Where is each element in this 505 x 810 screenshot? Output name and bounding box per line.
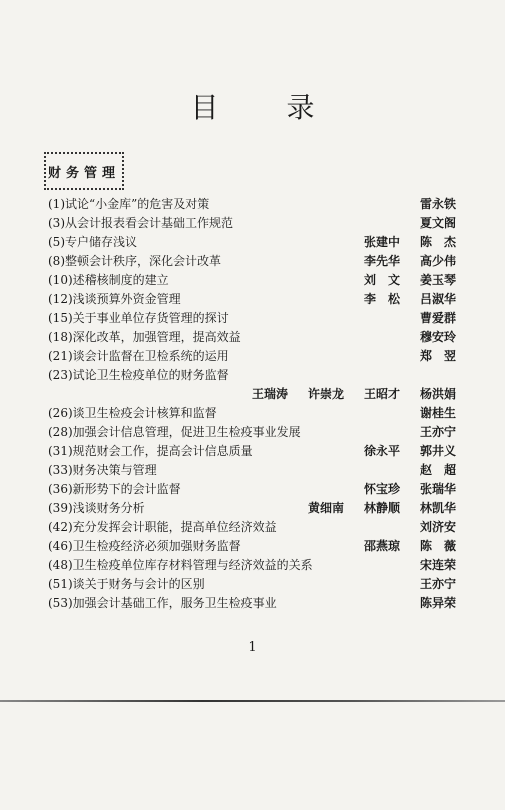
toc-entry[interactable] bbox=[48, 498, 462, 517]
page-title: 目录 bbox=[190, 91, 383, 124]
toc-entry[interactable] bbox=[48, 251, 462, 270]
toc-entry-title: (12)浅谈预算外资金管理 bbox=[48, 292, 181, 306]
toc-entry-authors bbox=[364, 480, 462, 497]
toc-entry[interactable] bbox=[48, 327, 462, 346]
toc-entry-title: (51)谈关于财务与会计的区别 bbox=[48, 577, 205, 591]
toc-entry-authors bbox=[420, 328, 462, 345]
toc-entry[interactable] bbox=[48, 441, 462, 460]
toc-entry-author: 宋连荣 bbox=[420, 558, 457, 572]
toc-entry-title: (28)加强会计信息管理，促进卫生检疫事业发展 bbox=[48, 425, 301, 439]
toc-entry-authors bbox=[364, 290, 462, 307]
toc-entry-author: 王亦宁 bbox=[420, 577, 457, 591]
toc-entry-authors bbox=[420, 214, 462, 231]
toc-entry-author: 邵燕琼 bbox=[364, 539, 401, 553]
toc-entry-author: 徐永平 bbox=[364, 444, 401, 458]
toc-entry-authors bbox=[420, 423, 462, 440]
toc-entry-author: 杨洪娟 bbox=[420, 387, 457, 401]
toc-entry-title: (33)财务决策与管理 bbox=[48, 463, 157, 477]
toc-entry-authors bbox=[420, 347, 462, 364]
toc-entry-authors bbox=[420, 404, 462, 421]
toc-entry-author: 郑 翌 bbox=[420, 349, 457, 363]
toc-entry[interactable] bbox=[48, 555, 462, 574]
toc-entry-authors bbox=[420, 594, 462, 611]
toc-entry-author: 姜玉琴 bbox=[420, 273, 457, 287]
page-number: 1 bbox=[248, 640, 257, 655]
toc-entry-title: (46)卫生检疫经济必须加强财务监督 bbox=[48, 539, 241, 553]
toc-entry[interactable] bbox=[48, 422, 462, 441]
toc-entry-author: 怀宝珍 bbox=[364, 482, 401, 496]
toc-entry[interactable] bbox=[48, 384, 462, 403]
toc-entry[interactable] bbox=[48, 232, 462, 251]
toc-entry-author: 夏文阁 bbox=[420, 216, 457, 230]
toc-entry-author: 王瑞涛 bbox=[252, 387, 289, 401]
toc-entry-title: (48)卫生检疫单位库存材料管理与经济效益的关系 bbox=[48, 558, 313, 572]
toc-entry-authors bbox=[364, 233, 462, 250]
toc-entry-title: (18)深化改革，加强管理，提高效益 bbox=[48, 330, 241, 344]
toc-entry[interactable] bbox=[48, 270, 462, 289]
toc-entry-author: 吕淑华 bbox=[420, 292, 457, 306]
toc-entry-authors bbox=[420, 309, 462, 326]
toc-entry-title: (53)加强会计基础工作，服务卫生检疫事业 bbox=[48, 596, 277, 610]
toc-entry-author: 许崇龙 bbox=[308, 387, 345, 401]
toc-entry-authors bbox=[420, 556, 462, 573]
toc-entry-authors bbox=[420, 518, 462, 535]
table-of-contents bbox=[48, 194, 462, 612]
toc-entry[interactable] bbox=[48, 365, 462, 384]
toc-entry-authors bbox=[420, 575, 462, 592]
toc-entry-author: 黄细南 bbox=[308, 501, 345, 515]
toc-entry-author: 雷永铁 bbox=[420, 197, 457, 211]
toc-entry-title: (8)整顿会计秩序，深化会计改革 bbox=[48, 254, 221, 268]
toc-entry-author: 郭井义 bbox=[420, 444, 457, 458]
toc-entry-author: 陈 杰 bbox=[420, 235, 457, 249]
toc-entry[interactable] bbox=[48, 593, 462, 612]
toc-entry-author: 高少伟 bbox=[420, 254, 457, 268]
toc-entry-authors bbox=[252, 385, 462, 402]
toc-entry-author: 穆安玲 bbox=[420, 330, 457, 344]
toc-entry-authors bbox=[364, 252, 462, 269]
toc-entry-title: (3)从会计报表看会计基础工作规范 bbox=[48, 216, 233, 230]
toc-entry-author: 王亦宁 bbox=[420, 425, 457, 439]
toc-entry-authors bbox=[308, 499, 462, 516]
toc-entry-author: 刘济安 bbox=[420, 520, 457, 534]
toc-entry-authors bbox=[364, 442, 462, 459]
toc-entry-author: 赵 超 bbox=[420, 463, 457, 477]
toc-entry-author: 曹爱群 bbox=[420, 311, 457, 325]
toc-entry-author: 陈 薇 bbox=[420, 539, 457, 553]
toc-entry-authors bbox=[420, 461, 462, 478]
section-heading bbox=[44, 152, 124, 190]
toc-entry[interactable] bbox=[48, 403, 462, 422]
toc-entry[interactable] bbox=[48, 460, 462, 479]
toc-entry[interactable] bbox=[48, 289, 462, 308]
toc-entry-author: 谢桂生 bbox=[420, 406, 457, 420]
toc-entry-author: 林凯华 bbox=[420, 501, 457, 515]
toc-entry-title: (21)谈会计监督在卫检系统的运用 bbox=[48, 349, 229, 363]
toc-entry-title: (15)关于事业单位存货管理的探讨 bbox=[48, 311, 229, 325]
toc-entry-author: 刘 文 bbox=[364, 273, 401, 287]
toc-entry[interactable] bbox=[48, 574, 462, 593]
toc-entry-title: (10)述稽核制度的建立 bbox=[48, 273, 169, 287]
toc-entry-authors bbox=[364, 271, 462, 288]
toc-entry-author: 王昭才 bbox=[364, 387, 401, 401]
toc-entry-title: (26)谈卫生检疫会计核算和监督 bbox=[48, 406, 217, 420]
toc-entry-title: (31)规范财会工作，提高会计信息质量 bbox=[48, 444, 253, 458]
toc-entry-author: 李 松 bbox=[364, 292, 401, 306]
toc-entry-authors bbox=[364, 537, 462, 554]
toc-entry-title: (5)专户储存浅议 bbox=[48, 235, 137, 249]
toc-entry[interactable] bbox=[48, 346, 462, 365]
toc-entry-title: (42)充分发挥会计职能，提高单位经济效益 bbox=[48, 520, 277, 534]
toc-entry[interactable] bbox=[48, 308, 462, 327]
toc-entry[interactable] bbox=[48, 213, 462, 232]
toc-entry[interactable] bbox=[48, 517, 462, 536]
toc-entry-title: (23)试论卫生检疫单位的财务监督 bbox=[48, 368, 229, 382]
toc-entry-author: 陈异荣 bbox=[420, 596, 457, 610]
toc-entry[interactable] bbox=[48, 194, 462, 213]
toc-entry-author: 林静顺 bbox=[364, 501, 401, 515]
toc-entry[interactable] bbox=[48, 479, 462, 498]
toc-entry-author: 张瑞华 bbox=[420, 482, 457, 496]
bottom-rule bbox=[0, 700, 505, 702]
toc-entry-authors bbox=[420, 195, 462, 212]
toc-entry-author: 李先华 bbox=[364, 254, 401, 268]
toc-entry-author: 张建中 bbox=[364, 235, 401, 249]
toc-entry-title: (36)新形势下的会计监督 bbox=[48, 482, 181, 496]
section-label: 财务管理 bbox=[47, 165, 120, 181]
toc-entry[interactable] bbox=[48, 536, 462, 555]
toc-entry-title: (39)浅谈财务分析 bbox=[48, 501, 145, 515]
toc-entry-title: (1)试论“小金库”的危害及对策 bbox=[48, 197, 210, 211]
